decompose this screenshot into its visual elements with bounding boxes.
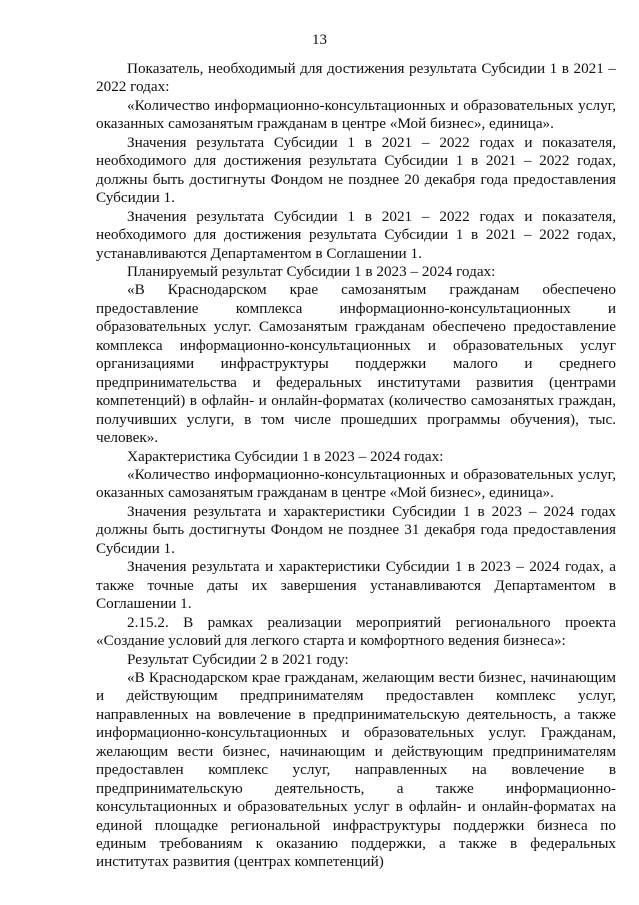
paragraph-characteristic-2023-2024: Характеристика Субсидии 1 в 2023 – 2024 годах: [127, 447, 444, 465]
paragraph-indicator-definition: «Количество информационно-консультационных и образовательных услуг, оказанных самозанятым гражданам в центре «Мой бизнес», единица». [96, 96, 616, 133]
paragraph-section-2-15-2: 2.15.2. В рамках реализации мероприятий регионального проекта «Создание условий для легкого старта и комфортного ведения бизнеса»: [96, 613, 616, 650]
paragraph-characteristic-definition: «Количество информационно-консультационных и образовательных услуг, оказанных самозанятым гражданам в центре «Мой бизнес», единица». [96, 465, 616, 502]
paragraph-deadline-2023-2024: Значения результата и характеристики Субсидии 1 в 2023 – 2024 годах должны быть достигнуты Фондом не позднее 31 декабря года предоставления Субсидии 1. [96, 502, 616, 557]
paragraph-result-subsidy-2-2021: Результат Субсидии 2 в 2021 году: [127, 650, 349, 668]
paragraph-planned-result-2023-2024: Планируемый результат Субсидии 1 в 2023 – 2024 годах: [127, 262, 496, 280]
paragraph-planned-result-text: «В Краснодарском крае самозанятым гражданам обеспечено предоставление комплекса информационно-консультационных и образовательных услуг. Самозанятым гражданам обеспечено предоставление комплекса информационно-консультационных и образовательных услуг организациями инфраструктуры поддержки малого и среднего предпринимательства и федеральных институтами развития (центрами компетенций) в офлайн- и онлайн-форматах (количество самозанятых граждан, получивших услуги, в том числе прошедших программы обучения), тыс. человек». [96, 281, 616, 447]
paragraph-dates-set-by-department: Значения результата и характеристики Субсидии 1 в 2023 – 2024 годах, а также точные даты их завершения устанавливаются Департаментом в Соглашении 1. [96, 558, 616, 613]
document-body [96, 60, 616, 872]
paragraph-deadline-2021-2022: Значения результата Субсидии 1 в 2021 – 2022 годах и показателя, необходимого для достижения результата Субсидии 1 в 2021 – 2022 годах, должны быть достигнуты Фондом не позднее 20 декабря года предоставления Субсидии 1. [96, 133, 616, 207]
paragraph-result-subsidy-2-text: «В Краснодарском крае гражданам, желающим вести бизнес, начинающим и действующим предпринимателям предоставлен комплекс услуг, направленных на вовлечение в предпринимательскую деятельность, а также информационно-консультационных и образовательных услуг. Гражданам, желающим вести бизнес, начинающим и действующим предпринимателям предоставлен комплекс услуг, направленных на вовлечение в предпринимательскую деятельность, а также информационно-консультационных и образовательных услуг в офлайн- и онлайн-форматах на единой площадке региональной инфраструктуры поддержки бизнеса по единым требованиям к оказанию поддержки, а также в федеральных институтах развития (центрах компетенций) [96, 668, 616, 871]
paragraph-values-set-by-department: Значения результата Субсидии 1 в 2021 – 2022 годах и показателя, необходимого для достижения результата Субсидии 1 в 2021 – 2022 годах, устанавливаются Департаментом в Соглашении 1. [96, 207, 616, 262]
paragraph-indicator-2021-2022: Показатель, необходимый для достижения результата Субсидии 1 в 2021 – 2022 годах: [96, 60, 616, 96]
page-number: 13 [312, 32, 327, 48]
